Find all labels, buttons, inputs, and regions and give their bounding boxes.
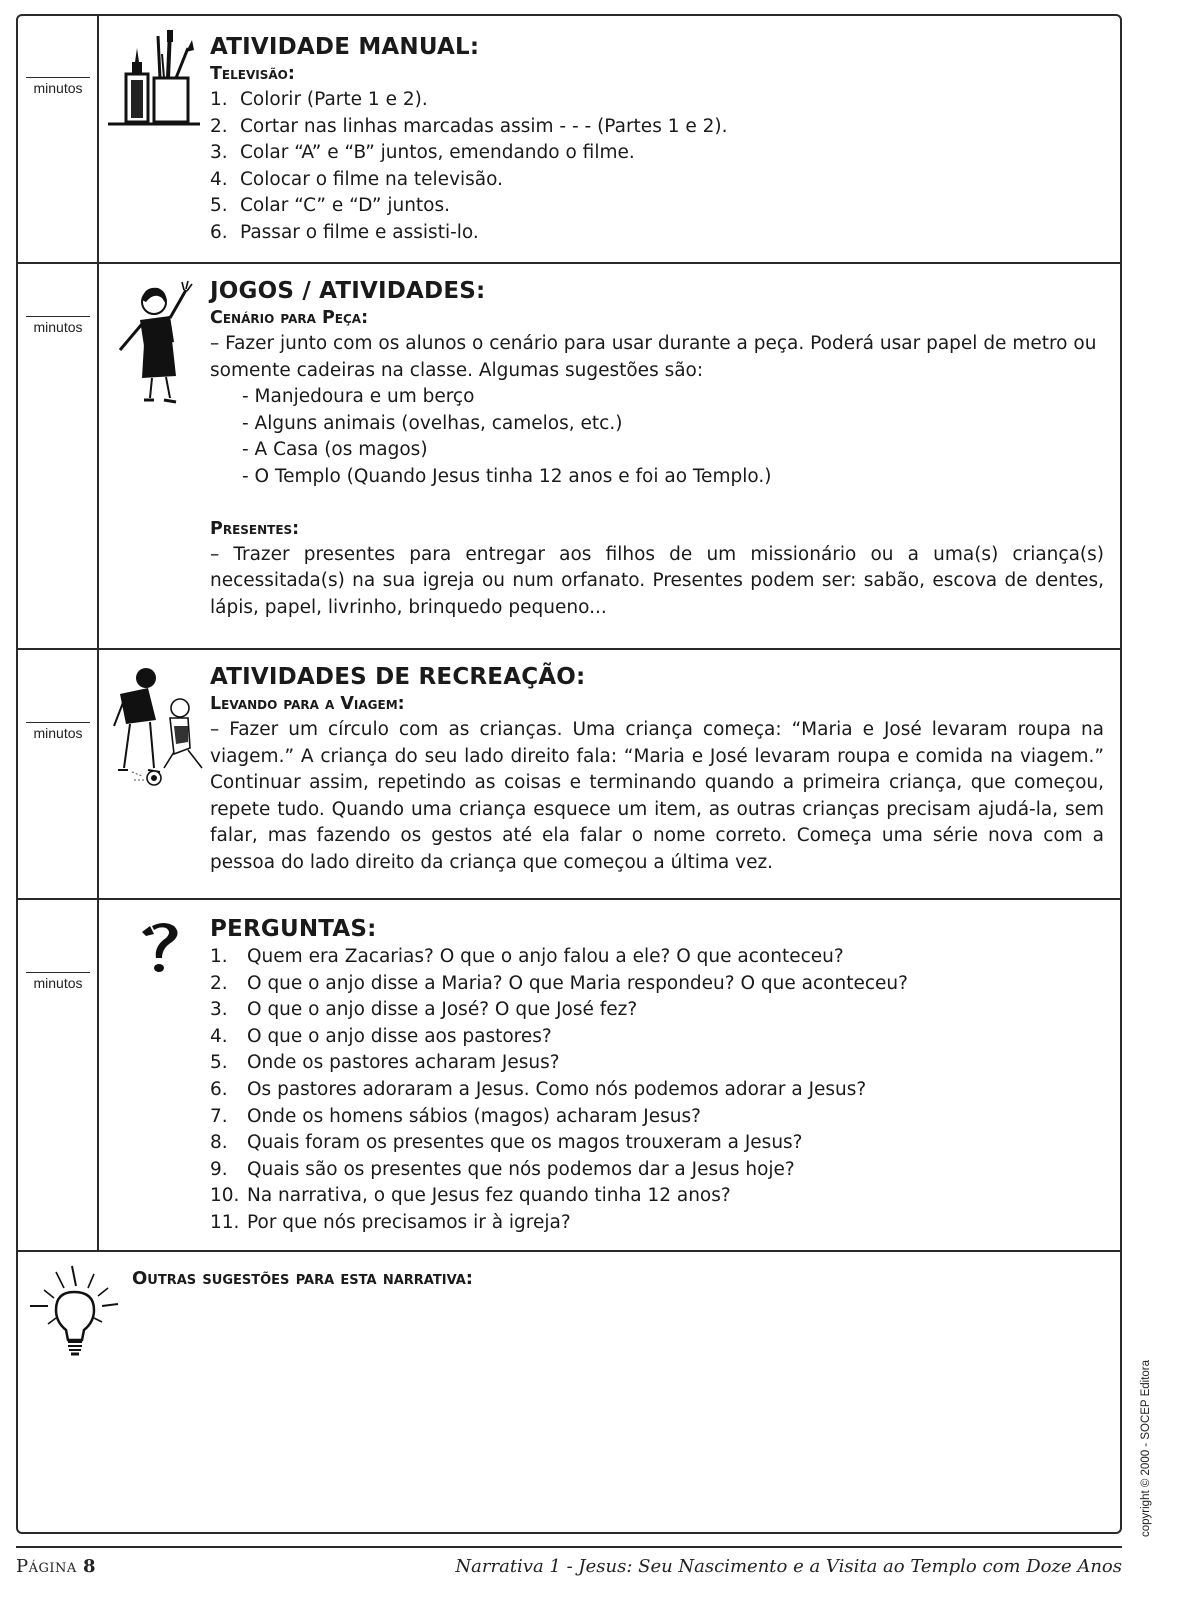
recreation-section — [18, 650, 1120, 900]
manual-activity-section — [18, 16, 1120, 264]
question-item — [210, 1077, 1104, 1104]
questions-list — [210, 944, 1104, 1237]
games-content — [210, 276, 1104, 621]
page-number-label — [16, 1556, 96, 1577]
recreation-text: – Fazer um círculo com as crianças. Uma criança começa: “Maria e José levaram roupa na viagem.” A criança do seu lado direito fala: “Maria e José levaram roupa e comida na viagem.” Continuar assim, repetindo as coisas e terminando quando a primeira criança, que começou, repete tudo. Quando uma criança esquece um item, as outras crianças precisam ajudá-la, sem falar, mas fazendo os gestos até ela falar o nome correto. Começa uma série nova com a pessoa do lado direito da criança que começou a última vez. — [210, 719, 1104, 873]
item-number: 10. — [210, 1185, 240, 1207]
question-item — [210, 1130, 1104, 1157]
item-number: 5. — [210, 195, 228, 217]
item-text: Quais são os presentes que nós podemos dar a Jesus hoje? — [247, 1158, 795, 1180]
section-title: Outras sugestões para esta narrativa: — [132, 1268, 474, 1289]
gifts-subtitle: Presentes: — [210, 518, 300, 539]
list-item — [210, 193, 1104, 220]
item-number: 3. — [210, 142, 228, 164]
item-number: 6. — [210, 221, 228, 243]
playing-children-icon — [104, 664, 208, 788]
copyright-notice: copyright © 2000 - SOCEP Editora — [1140, 1359, 1152, 1537]
recreation-content — [210, 662, 1104, 877]
item-number: 7. — [210, 1105, 228, 1127]
page-word: Página — [16, 1556, 77, 1577]
question-item — [210, 944, 1104, 971]
questions-section — [18, 900, 1120, 1252]
minutes-label: minutos — [26, 77, 90, 96]
list-item: - Alguns animais (ovelhas, camelos, etc.) — [242, 412, 623, 434]
minutes-column — [18, 900, 99, 1250]
section-subtitle: Televisão: — [210, 64, 295, 84]
waving-girl-icon — [114, 280, 196, 408]
page-number: 8 — [83, 1556, 97, 1577]
section-title: PERGUNTAS: — [210, 916, 377, 942]
item-text: Os pastores adoraram a Jesus. Como nós podemos adorar a Jesus? — [247, 1078, 867, 1100]
item-text: Colar “C” e “D” juntos. — [240, 195, 451, 217]
minutes-column — [18, 16, 99, 262]
list-item — [210, 220, 1104, 247]
worksheet-frame — [16, 14, 1122, 1534]
item-number: 2. — [210, 972, 228, 994]
item-text: Colorir (Parte 1 e 2). — [240, 89, 428, 110]
question-item — [210, 971, 1104, 998]
item-number: 3. — [210, 999, 228, 1021]
item-text: Onde os pastores acharam Jesus? — [247, 1052, 560, 1074]
list-item — [210, 87, 1104, 114]
list-item — [210, 114, 1104, 141]
light-bulb-icon — [26, 1260, 122, 1364]
question-mark-icon — [136, 920, 184, 976]
question-item — [210, 1157, 1104, 1184]
manual-activity-content — [210, 32, 1104, 247]
minutes-label: minutos — [26, 316, 90, 335]
list-item — [210, 140, 1104, 167]
item-number: 8. — [210, 1132, 228, 1154]
other-suggestions-content — [132, 1266, 1104, 1291]
section-title: JOGOS / ATIVIDADES: — [210, 278, 486, 304]
scenario-subtitle: Cenário para Peça: — [210, 308, 369, 328]
item-text: Por que nós precisamos ir à igreja? — [247, 1211, 571, 1233]
question-item — [210, 1104, 1104, 1131]
minutes-label: minutos — [26, 722, 90, 741]
minutes-column — [18, 650, 99, 898]
list-item — [210, 167, 1104, 194]
gifts-text: – Trazer presentes para entregar aos filhos de um missionário ou a uma(s) criança(s) necessitada(s) na sua igreja ou num orfanato. Presentes podem ser: sabão, escova de dentes, lápis, papel, livrinho, brinquedo pequeno... — [210, 543, 1104, 618]
question-item — [210, 1050, 1104, 1077]
item-text: Cortar nas linhas marcadas assim - - - (Partes 1 e 2). — [240, 115, 728, 137]
list-item: - A Casa (os magos) — [242, 439, 428, 461]
item-number: 9. — [210, 1158, 228, 1180]
minutes-column — [18, 264, 99, 648]
steps-list — [210, 87, 1104, 247]
item-number: 4. — [210, 1025, 228, 1047]
questions-content — [210, 914, 1104, 1237]
art-supplies-icon — [104, 28, 202, 128]
item-text: Onde os homens sábios (magos) acharam Jesus? — [247, 1105, 701, 1127]
section-title: ATIVIDADE MANUAL: — [210, 34, 480, 60]
item-number: 2. — [210, 115, 228, 137]
item-text: Quem era Zacarias? O que o anjo falou a ele? O que aconteceu? — [247, 946, 844, 967]
question-item — [210, 1024, 1104, 1051]
other-suggestions-section — [18, 1252, 1120, 1534]
games-section — [18, 264, 1120, 650]
item-text: Quais foram os presentes que os magos trouxeram a Jesus? — [247, 1132, 803, 1154]
item-number: 5. — [210, 1052, 228, 1074]
section-subtitle: Levando para a Viagem: — [210, 694, 405, 714]
item-number: 4. — [210, 168, 228, 190]
item-text: Na narrativa, o que Jesus fez quando tinha 12 anos? — [247, 1185, 731, 1207]
item-text: O que o anjo disse a José? O que José fez? — [247, 999, 638, 1021]
list-item: - O Templo (Quando Jesus tinha 12 anos e foi ao Templo.) — [242, 465, 772, 487]
list-item: - Manjedoura e um berço — [242, 386, 475, 408]
narrative-title: Narrativa 1 - Jesus: Seu Nascimento e a Visita ao Templo com Doze Anos — [455, 1556, 1122, 1577]
item-number: 11. — [210, 1211, 240, 1233]
section-title: ATIVIDADES DE RECREAÇÃO: — [210, 664, 586, 690]
item-text: Passar o filme e assisti-lo. — [240, 221, 479, 243]
scenario-text: – Fazer junto com os alunos o cenário para usar durante a peça. Poderá usar papel de metro ou somente cadeiras na classe. Algumas sugestões são: — [210, 333, 1097, 381]
item-number: 1. — [210, 89, 228, 110]
question-item — [210, 997, 1104, 1024]
question-item — [210, 1210, 1104, 1237]
page-footer — [16, 1546, 1122, 1577]
question-item — [210, 1183, 1104, 1210]
item-text: Colocar o filme na televisão. — [240, 168, 504, 190]
item-number: 6. — [210, 1078, 228, 1100]
spacer — [210, 491, 1104, 517]
item-text: O que o anjo disse a Maria? O que Maria respondeu? O que aconteceu? — [247, 972, 908, 994]
minutes-label: minutos — [26, 972, 90, 991]
item-text: O que o anjo disse aos pastores? — [247, 1025, 552, 1047]
item-number: 1. — [210, 946, 228, 967]
item-text: Colar “A” e “B” juntos, emendando o filme. — [240, 142, 635, 164]
scenario-list — [210, 384, 1104, 490]
